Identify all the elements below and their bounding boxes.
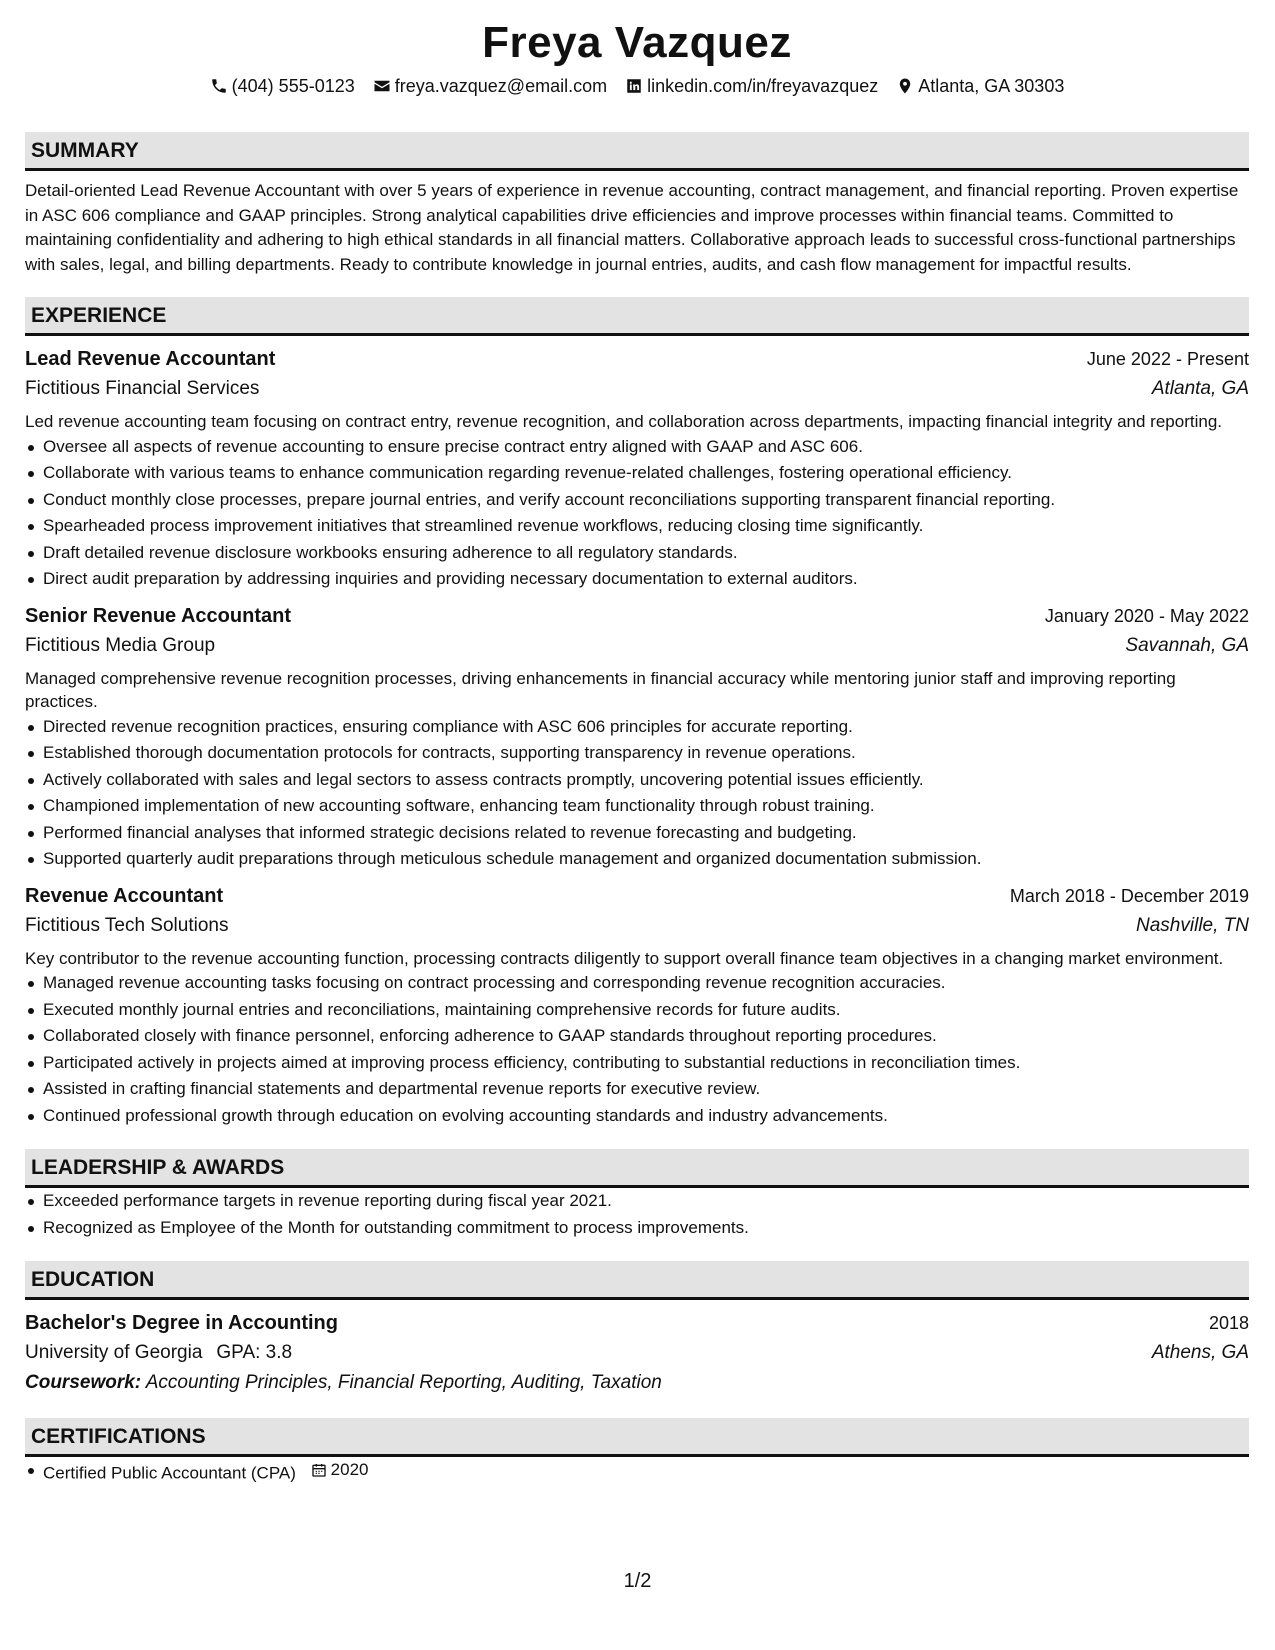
list-item: Managed revenue accounting tasks focusing on contract processing and corresponding revenue recognition accuracies. <box>43 970 1249 997</box>
job-location: Savannah, GA <box>1125 634 1249 656</box>
job-bullets <box>25 434 1249 593</box>
list-item: Oversee all aspects of revenue accounting to ensure precise contract entry aligned with GAAP and ASC 606. <box>43 434 1249 461</box>
certification-name: Certified Public Accountant (CPA) <box>43 1463 296 1483</box>
calendar-icon <box>311 1462 327 1478</box>
candidate-name: Freya Vazquez <box>482 18 792 67</box>
phone-text: (404) 555-0123 <box>231 76 355 96</box>
section-heading-education: EDUCATION <box>25 1261 1249 1300</box>
job-entry <box>25 601 1249 873</box>
list-item: Collaborate with various teams to enhance communication regarding revenue-related challenges, fostering operational efficiency. <box>43 460 1249 487</box>
resume-page <box>25 18 1249 1487</box>
section-heading-certifications: CERTIFICATIONS <box>25 1418 1249 1457</box>
job-company: Fictitious Tech Solutions <box>25 914 229 936</box>
job-description: Key contributor to the revenue accounting function, processing contracts diligently to support overall finance team objectives in a changing market environment. <box>25 948 1224 968</box>
school-line <box>25 1338 292 1368</box>
school-name: University of Georgia <box>25 1342 203 1363</box>
job-entry <box>25 344 1249 593</box>
list-item: Draft detailed revenue disclosure workbooks ensuring adherence to all regulatory standards. <box>43 540 1249 567</box>
list-item: Collaborated closely with finance personnel, enforcing adherence to GAAP standards throughout reporting procedures. <box>43 1023 1249 1050</box>
summary-text: Detail-oriented Lead Revenue Accountant with over 5 years of experience in revenue accounting, contract management, and financial reporting. Proven expertise in ASC 606 compliance and GAAP principles. Strong analytical capabilities drive efficiencies and improve processes within financial teams. Committed to maintaining confidentiality and adhering to high ethical standards in all financial matters. Collaborative approach leads to successful cross-functional partnerships with sales, legal, and billing departments. Ready to contribute knowledge in journal entries, audits, and cash flow management for impactful results. <box>25 181 1239 274</box>
list-item: Direct audit preparation by addressing inquiries and providing necessary documentation to external auditors. <box>43 566 1249 593</box>
job-title: Lead Revenue Accountant <box>25 348 276 370</box>
job-title: Senior Revenue Accountant <box>25 604 291 627</box>
job-description: Led revenue accounting team focusing on contract entry, revenue recognition, and collaboration across departments, impacting financial integrity and reporting. <box>25 412 1222 431</box>
degree-year: 2018 <box>1208 1313 1249 1333</box>
list-item: Executed monthly journal entries and reconciliations, maintaining comprehensive records for future audits. <box>43 997 1249 1024</box>
list-item: Participated actively in projects aimed at improving process efficiency, contributing to substantial reductions in reconciliation times. <box>43 1050 1249 1077</box>
gpa: GPA: 3.8 <box>216 1342 293 1363</box>
envelope-icon <box>373 77 391 95</box>
job-company: Fictitious Financial Services <box>25 378 260 399</box>
education-entry <box>25 1308 1249 1398</box>
page-number: 1/2 <box>623 1570 652 1592</box>
list-item: Conduct monthly close processes, prepare journal entries, and verify account reconciliations supporting transparent financial reporting. <box>43 487 1249 514</box>
school-location: Athens, GA <box>1151 1342 1249 1363</box>
list-item: Spearheaded process improvement initiatives that streamlined revenue workflows, reducing closing time significantly. <box>43 513 1249 540</box>
coursework-line <box>25 1368 1249 1398</box>
section-heading-summary: SUMMARY <box>25 132 1249 171</box>
degree-title: Bachelor's Degree in Accounting <box>25 1312 338 1334</box>
certification-year: 2020 <box>330 1460 369 1479</box>
list-item: Supported quarterly audit preparations through meticulous schedule management and organized documentation submission. <box>43 846 1249 873</box>
list-item: Actively collaborated with sales and legal sectors to assess contracts promptly, uncovering potential issues efficiently. <box>43 767 1249 794</box>
job-location: Atlanta, GA <box>1151 378 1249 399</box>
list-item: Performed financial analyses that informed strategic decisions related to revenue forecasting and budgeting. <box>43 820 1249 847</box>
job-company: Fictitious Media Group <box>25 634 216 656</box>
job-dates: January 2020 - May 2022 <box>1044 605 1249 626</box>
list-item: Assisted in crafting financial statements and departmental revenue reports for executive review. <box>43 1076 1249 1103</box>
email-text[interactable]: freya.vazquez@email.com <box>394 76 608 96</box>
map-pin-icon <box>896 77 914 95</box>
section-heading-experience: EXPERIENCE <box>25 297 1249 336</box>
list-item: Established thorough documentation protocols for contracts, supporting transparency in revenue operations. <box>43 740 1249 767</box>
certifications-list <box>25 1457 1249 1487</box>
contact-location <box>896 74 1064 98</box>
list-item: Championed implementation of new accounting software, enhancing team functionality through robust training. <box>43 793 1249 820</box>
phone-icon <box>210 77 228 95</box>
job-dates: June 2022 - Present <box>1086 349 1249 369</box>
coursework-text: Accounting Principles, Financial Reporting, Auditing, Taxation <box>145 1372 662 1393</box>
job-bullets <box>25 714 1249 873</box>
job-dates: March 2018 - December 2019 <box>1009 885 1249 906</box>
linkedin-icon <box>625 77 643 95</box>
coursework-label: Coursework: <box>25 1372 142 1393</box>
list-item: Recognized as Employee of the Month for outstanding commitment to process improvements. <box>43 1215 1249 1242</box>
awards-list <box>25 1188 1249 1241</box>
job-location: Nashville, TN <box>1136 914 1249 936</box>
list-item: Continued professional growth through education on evolving accounting standards and industry advancements. <box>43 1103 1249 1130</box>
linkedin-text[interactable]: linkedin.com/in/freyavazquez <box>647 76 879 96</box>
location-text: Atlanta, GA 30303 <box>918 76 1065 96</box>
job-bullets <box>25 970 1249 1129</box>
contact-bar <box>25 74 1249 98</box>
list-item: Exceeded performance targets in revenue reporting during fiscal year 2021. <box>43 1188 1249 1215</box>
certification-date <box>311 1457 369 1484</box>
contact-linkedin[interactable] <box>625 74 878 98</box>
contact-email[interactable] <box>373 74 607 98</box>
list-item: Directed revenue recognition practices, ensuring compliance with ASC 606 principles for accurate reporting. <box>43 714 1249 741</box>
contact-phone <box>210 74 355 98</box>
section-heading-awards: LEADERSHIP & AWARDS <box>25 1149 1249 1188</box>
list-item <box>43 1457 1249 1487</box>
job-title: Revenue Accountant <box>25 884 224 907</box>
job-description: Managed comprehensive revenue recognition processes, driving enhancements in financial accuracy while mentoring junior staff and improving reporting practices. <box>25 668 1176 711</box>
job-entry <box>25 881 1249 1130</box>
